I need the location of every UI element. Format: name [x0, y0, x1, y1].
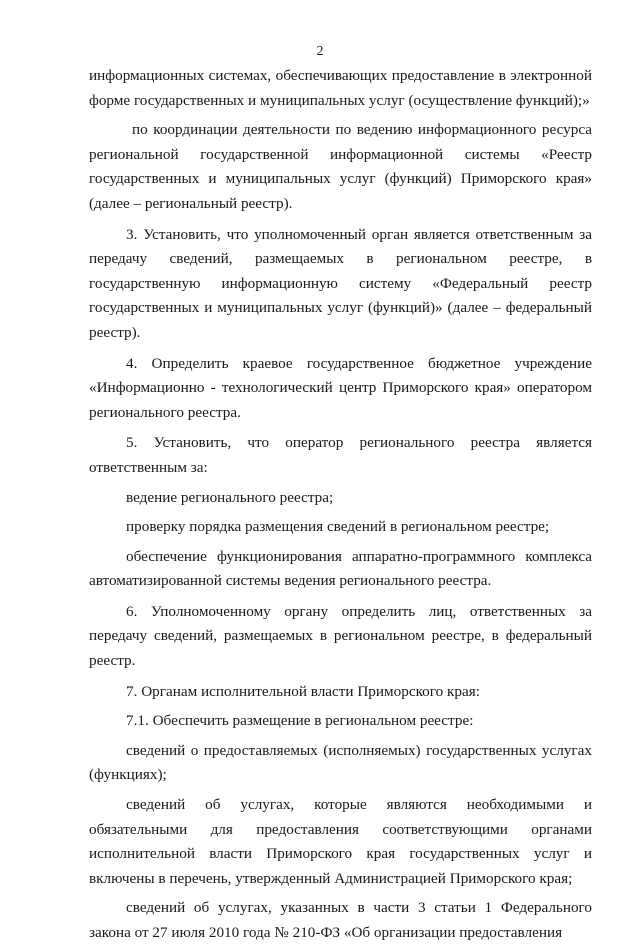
paragraph-item-4: 4. Определить краевое государственное бюджетное учреждение «Информационно - технологический центр Приморского края» оператором регионального реестра. [89, 354, 592, 421]
document-body [89, 64, 592, 946]
paragraph-subitem: ведение регионального реестра; [126, 488, 334, 506]
paragraph-subitem: сведений об услугах, указанных в части 3 статьи 1 Федерального закона от 27 июля 2010 года № 210-ФЗ «Об организации предоставления [89, 899, 592, 941]
paragraph-continuation: информационных системах, обеспечивающих предоставление в электронной форме государственных и муниципальных услуг (осуществление функций);» [89, 67, 592, 109]
page-number: 2 [316, 44, 324, 59]
paragraph-subitem: сведений об услугах, которые являются необходимыми и обязательными для предоставления соответствующими органами исполнительной власти Приморского края государственных услуг и включены в перечень, утвержденный Администрацией Приморского края; [89, 796, 592, 887]
paragraph-item-5: 5. Установить, что оператор регионального реестра является ответственным за: [89, 434, 592, 476]
paragraph-item-6: 6. Уполномоченному органу определить лиц, ответственных за передачу сведений, размещаемых в региональном реестре, в федеральный реестр. [89, 602, 592, 670]
paragraph-coordination: по координации деятельности по ведению информационного ресурса региональной государственной информационной системы «Реестр государственных и муниципальных услуг (функций) Приморского края» (далее – региональный реестр). [89, 121, 592, 212]
paragraph-item-7-1: 7.1. Обеспечить размещение в региональном реестре: [126, 712, 474, 730]
paragraph-subitem: сведений о предоставляемых (исполняемых) государственных услугах (функциях); [89, 741, 592, 784]
paragraph-subitem: проверку порядка размещения сведений в региональном реестре; [126, 518, 550, 536]
paragraph-item-3: 3. Установить, что уполномоченный орган является ответственным за передачу сведений, размещаемых в региональном реестре, в государственную информационную систему «Федеральный реестр государственных и муниципальных услуг (функций)» (далее – федеральный реестр). [89, 225, 592, 341]
paragraph-item-7: 7. Органам исполнительной власти Приморского края: [126, 682, 480, 700]
paragraph-subitem: обеспечение функционирования аппаратно-программного комплекса автоматизированной системы ведения регионального реестра. [89, 547, 592, 590]
